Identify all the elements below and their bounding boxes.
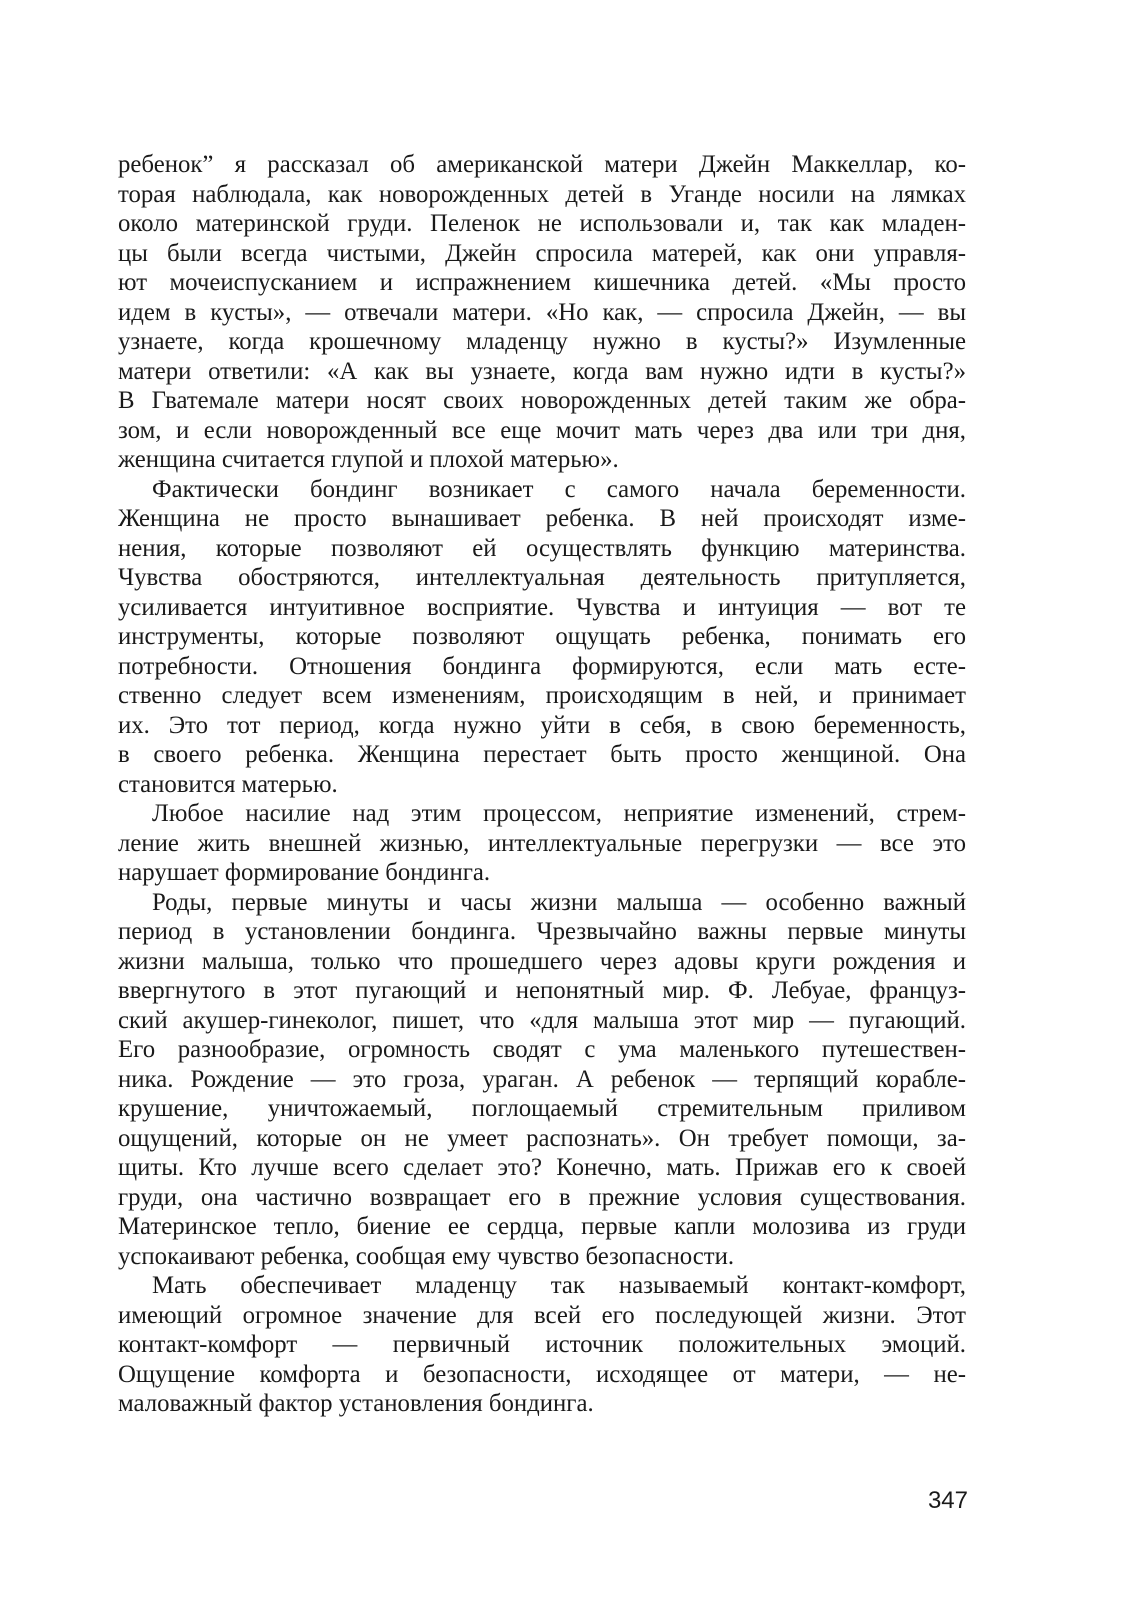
text-line: инструменты, которые позволяют ощущать ребенка, понимать его [118, 623, 966, 650]
text-line: ский акушер-гинеколог, пишет, что «для малыша этот мир — пугающий. [118, 1006, 966, 1034]
paragraph [118, 1271, 966, 1419]
text-line: ление жить внешней жизнью, интеллектуальные перегрузки — все это [118, 829, 966, 857]
text-line: зом, и если новорожденный все еще мочит мать через два или три дня, [118, 416, 966, 444]
text-line: узнаете, когда крошечному младенцу нужно в кусты?» Изумленные [118, 328, 966, 355]
text-line: ребенок” я рассказал об американской матери Джейн Маккеллар, ко- [118, 151, 966, 178]
text-line: щиты. Кто лучше всего сделает это? Конечно, мать. Прижав его к своей [118, 1154, 966, 1181]
text-line: Материнское тепло, биение ее сердца, первые капли молозива из груди [118, 1213, 966, 1240]
text-line: груди, она частично возвращает его в прежние условия существования. [118, 1183, 966, 1211]
text-line: их. Это тот период, когда нужно уйти в себя, в свою беременность, [118, 711, 966, 739]
paragraph [118, 150, 966, 475]
text-line: Женщина не просто вынашивает ребенка. В ней происходят изме- [118, 505, 966, 532]
text-line: ют мочеиспусканием и испражнением кишечника детей. «Мы просто [118, 269, 966, 296]
text-line: крушение, уничтожаемый, поглощаемый стремительным приливом [118, 1095, 966, 1122]
paragraph [118, 888, 966, 1272]
text-line: нарушает формирование бондинга. [118, 859, 491, 886]
page-number: 347 [927, 1487, 968, 1514]
text-line: жизни малыша, только что прошедшего через адовы круги рождения и [118, 947, 966, 975]
text-line: имеющий огромное значение для всей его последующей жизни. Этот [118, 1301, 966, 1329]
text-line: ввергнутого в этот пугающий и непонятный мир. Ф. Лебуае, француз- [118, 977, 966, 1004]
text-line: ника. Рождение — это гроза, ураган. А ребенок — терпящий корабле- [118, 1065, 966, 1093]
text-line: Чувства обостряются, интеллектуальная деятельность притупляется, [118, 564, 966, 591]
text-line: период в установлении бондинга. Чрезвычайно важны первые минуты [118, 918, 966, 945]
text-line: ощущений, которые он не умеет распознать». Он требует помощи, за- [118, 1124, 966, 1152]
text-line: маловажный фактор установления бондинга. [118, 1390, 594, 1417]
text-line: Мать обеспечивает младенцу так называемый контакт-комфорт, [152, 1272, 966, 1299]
text-line: торая наблюдала, как новорожденных детей в Уганде носили на лямках [118, 180, 966, 208]
text-line: Любое насилие над этим процессом, неприятие изменений, стрем- [152, 800, 966, 827]
text-line: успокаивают ребенка, сообщая ему чувство безопасности. [118, 1242, 735, 1270]
text-line: в своего ребенка. Женщина перестает быть просто женщиной. Она [118, 741, 966, 768]
text-line: около материнской груди. Пеленок не использовали и, так как младен- [118, 210, 966, 237]
text-line: усиливается интуитивное восприятие. Чувства и интуиция — вот те [118, 593, 966, 621]
text-line: идем в кусты», — отвечали матери. «Но как, — спросила Джейн, — вы [118, 298, 966, 326]
text-line: цы были всегда чистыми, Джейн спросила матерей, как они управля- [118, 239, 966, 267]
text-line: Ощущение комфорта и безопасности, исходящее от матери, — не- [118, 1360, 966, 1388]
text-line: Фактически бондинг возникает с самого начала беременности. [152, 475, 966, 503]
text-line: ственно следует всем изменениям, происходящим в ней, и принимает [118, 682, 966, 709]
paragraph [118, 475, 966, 800]
body-text [118, 150, 966, 1419]
text-line: потребности. Отношения бондинга формируются, если мать есте- [118, 652, 966, 680]
text-line: становится матерью. [118, 770, 338, 798]
text-line: женщина считается глупой и плохой матерью». [118, 446, 619, 473]
text-line: нения, которые позволяют ей осуществлять функцию материнства. [118, 534, 966, 562]
text-line: матери ответили: «А как вы узнаете, когда вам нужно идти в кусты?» [118, 357, 966, 385]
text-line: Его разнообразие, огромность сводят с ума маленького путешествен- [118, 1036, 966, 1063]
text-line: В Гватемале матери носят своих новорожденных детей таким же обра- [118, 387, 966, 414]
text-line: Роды, первые минуты и часы жизни малыша — особенно важный [152, 888, 966, 916]
text-line: контакт-комфорт — первичный источник положительных эмоций. [118, 1331, 966, 1358]
paragraph [118, 799, 966, 888]
